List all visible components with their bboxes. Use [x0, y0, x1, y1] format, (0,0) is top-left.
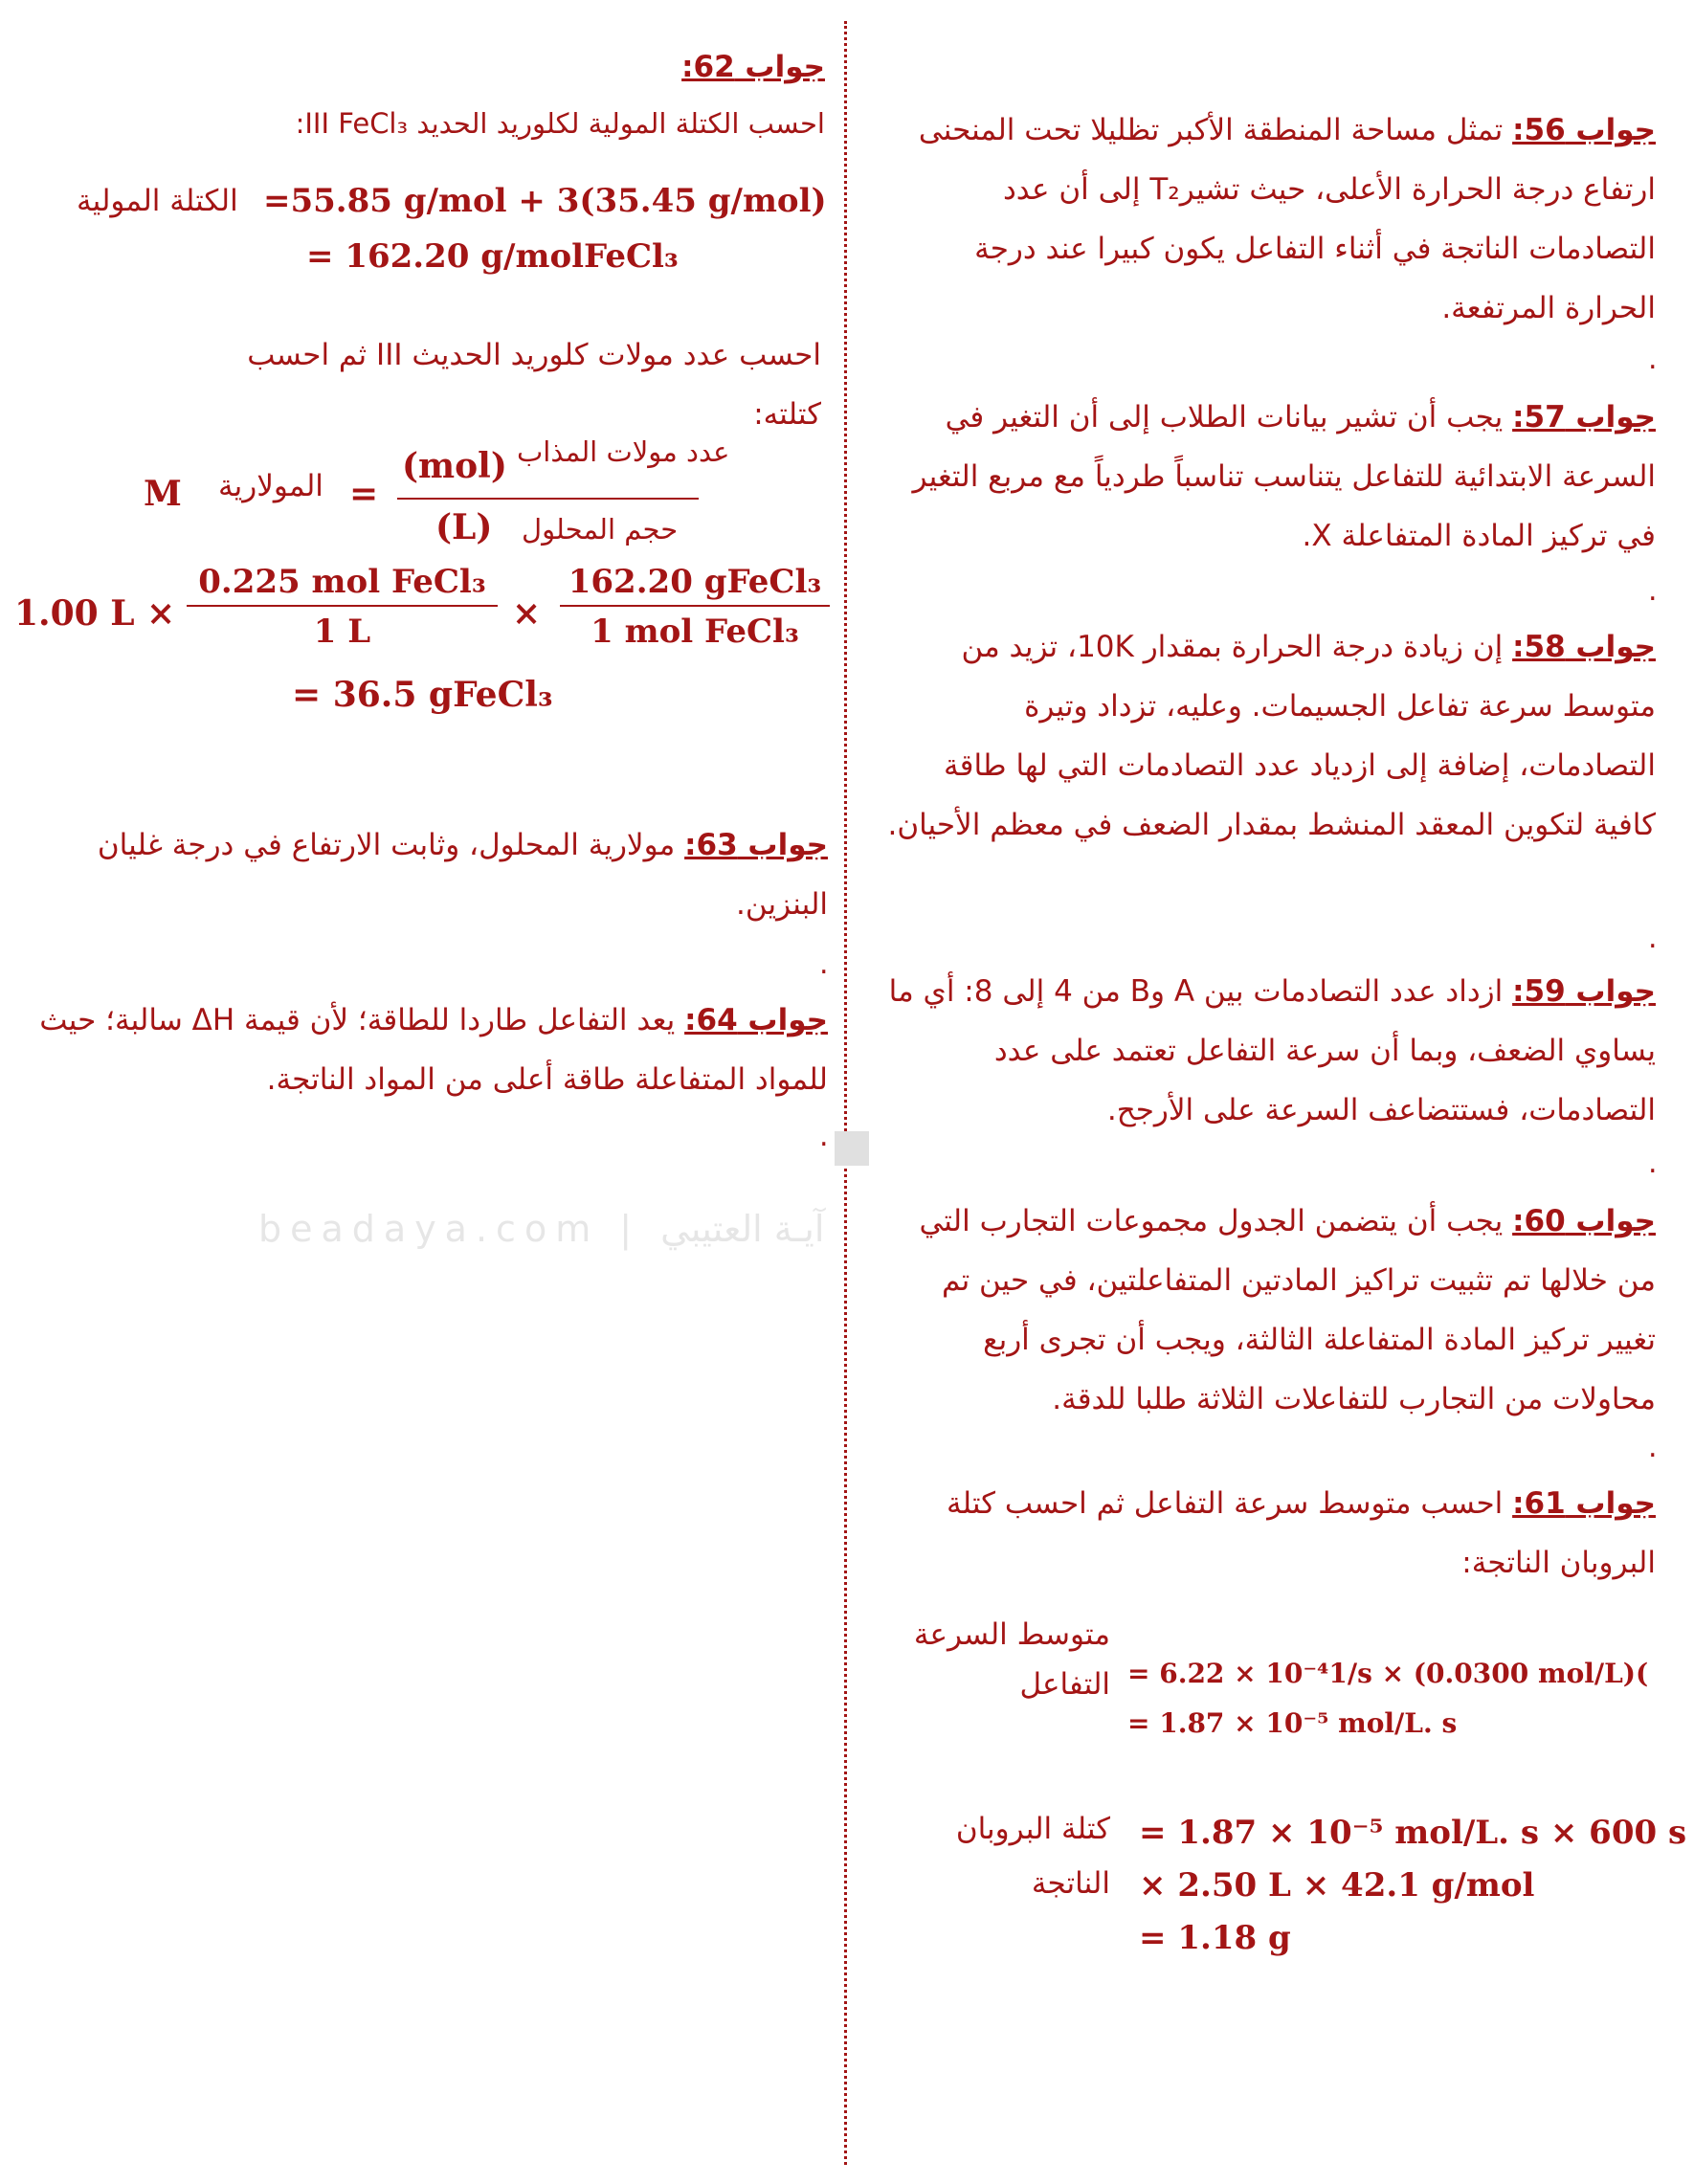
answer-label: جواب 59:	[1512, 974, 1656, 1009]
frac1-denominator: 1 L	[313, 613, 371, 651]
answer-60	[879, 1192, 1656, 1429]
denominator-unit: (L)	[435, 507, 493, 547]
mass-equation-line1: = 1.87 × 10⁻⁵ mol/L. s × 600 s	[1139, 1814, 1687, 1852]
answer-text: إن زيادة درجة الحرارة بمقدار 10K، تزيد من متوسط سرعة تفاعل الجسيمات. وعليه، تزداد وتيرة التصادمات، إضافة إلى ازدياد عدد التصادمات التي لها طاقة كافية لتكوين المعقد المنشط بمقدار الضعف في معظم الأحيان.	[887, 630, 1656, 842]
separator-dot: .	[1648, 1147, 1658, 1180]
answer-text: مولارية المحلول، وثابت الارتفاع في درجة غليان البنزين.	[97, 828, 828, 922]
answer-62-heading	[681, 50, 825, 84]
rate-label-line1: متوسط السرعة	[913, 1617, 1110, 1652]
separator-dot: .	[1648, 922, 1658, 955]
separator-dot: .	[1648, 574, 1658, 608]
numerator-unit: (mol)	[402, 446, 507, 486]
answer-text: يجب أن يتضمن الجدول مجموعات التجارب التي من خلالها تم تثبيت تراكيز المادتين المتفاعلتين، في حين تم تغيير تركيز المادة المتفاعلة الثالثة، ويجب أن تجرى أربع محاولات من التجارب للتفاعلات الثلاثة طلبا للدقة.	[919, 1204, 1656, 1416]
calc-lead: 1.00 L ×	[14, 593, 176, 634]
answer-label: جواب 57:	[1512, 400, 1656, 435]
separator-dot: .	[1648, 1431, 1658, 1464]
answer-label: جواب 58:	[1512, 630, 1656, 664]
step2-text: احسب عدد مولات كلوريد الحديث III ثم احسب كتلته:	[247, 338, 821, 432]
answer-62-step2	[172, 325, 821, 444]
answer-text: احسب متوسط سرعة التفاعل ثم احسب كتلة البروبان الناتجة:	[947, 1486, 1656, 1580]
calc-result: = 36.5 gFeCl₃	[292, 675, 553, 715]
answer-label: جواب 61:	[1512, 1486, 1656, 1521]
answer-58	[879, 617, 1656, 855]
answer-59	[879, 962, 1656, 1140]
equals-sign: =	[349, 474, 379, 514]
times-sign: ×	[512, 593, 542, 634]
answer-text: يجب أن تشير بيانات الطلاب إلى أن التغير في السرعة الابتدائية للتفاعل يتناسب تناسباً طردياً مع مربع التغير في تركيز المادة المتفاعلة X.	[912, 400, 1656, 553]
answer-text: يعد التفاعل طاردا للطاقة؛ لأن قيمة ΔH سالبة؛ حيث للمواد المتفاعلة طاقة أعلى من المواد الناتجة.	[39, 1003, 828, 1097]
rate-equation-line1: = 6.22 × 10⁻⁴1/s × (0.0300 mol/L)(	[1127, 1658, 1649, 1689]
frac2-denominator: 1 mol FeCl₃	[591, 613, 799, 651]
separator-dot: .	[819, 947, 829, 981]
answer-62-step1: احسب الكتلة المولية لكلوريد الحديد III ‎FeCl₃:	[295, 107, 825, 140]
answer-label: جواب 63:	[684, 828, 828, 862]
answer-label: جواب 60:	[1512, 1204, 1656, 1238]
rate-equation-line2: = 1.87 × 10⁻⁵ mol/L. s	[1127, 1707, 1458, 1739]
molar-mass-line1: =55.85 g/mol + 3(35.45 g/mol)	[263, 182, 827, 220]
column-divider	[844, 21, 847, 2165]
answer-57	[879, 388, 1656, 566]
answer-label: جواب 56:	[1512, 113, 1656, 147]
frac1-numerator: 0.225 mol FeCl₃	[198, 563, 486, 601]
numerator-word: عدد مولات المذاب	[517, 435, 730, 468]
mass-label-line1: كتلة البروبان	[955, 1812, 1110, 1846]
rate-label-line2: التفاعل	[1019, 1667, 1110, 1702]
molarity-symbol: M	[144, 474, 182, 514]
fraction-moles	[187, 563, 498, 651]
scan-artifact	[835, 1131, 869, 1166]
molarity-word: المولارية	[218, 469, 323, 503]
mass-label-line2: الناتجة	[1031, 1866, 1110, 1901]
mass-equation-line2: × 2.50 L × 42.1 g/mol	[1139, 1866, 1535, 1905]
answer-label: جواب 64:	[684, 1003, 828, 1037]
answer-56	[879, 100, 1656, 338]
mass-equation-line3: = 1.18 g	[1139, 1919, 1291, 1957]
answer-61	[879, 1474, 1656, 1593]
denominator-word: حجم المحلول	[522, 513, 679, 546]
watermark: beadaya.com | آيـة العتيبي	[258, 1208, 825, 1250]
separator-dot: .	[819, 1120, 829, 1153]
answer-64	[38, 991, 828, 1109]
fraction-bar	[397, 498, 699, 500]
answer-text: تمثل مساحة المنطقة الأكبر تظليلا تحت المنحنى ارتفاع درجة الحرارة الأعلى، حيث تشيرT₂ إلى أن عدد التصادمات الناتجة في أثناء التفاعل يكون كبيرا عند درجة الحرارة المرتفعة.	[918, 113, 1656, 325]
answer-63	[38, 815, 828, 934]
fraction-mass	[560, 563, 830, 651]
molar-mass-label: الكتلة المولية	[77, 184, 238, 218]
answer-label: جواب 62:	[681, 50, 825, 84]
molar-mass-line2: = 162.20 g/molFeCl₃	[306, 237, 679, 276]
separator-dot: .	[1648, 343, 1658, 376]
frac2-numerator: 162.20 gFeCl₃	[568, 563, 822, 601]
answer-text: ازداد عدد التصادمات بين A وB من 4 إلى 8: أي ما يساوي الضعف، وبما أن سرعة التفاعل تعتمد على عدد التصادمات، فستتضاعف السرعة على الأرجح.	[888, 974, 1656, 1127]
